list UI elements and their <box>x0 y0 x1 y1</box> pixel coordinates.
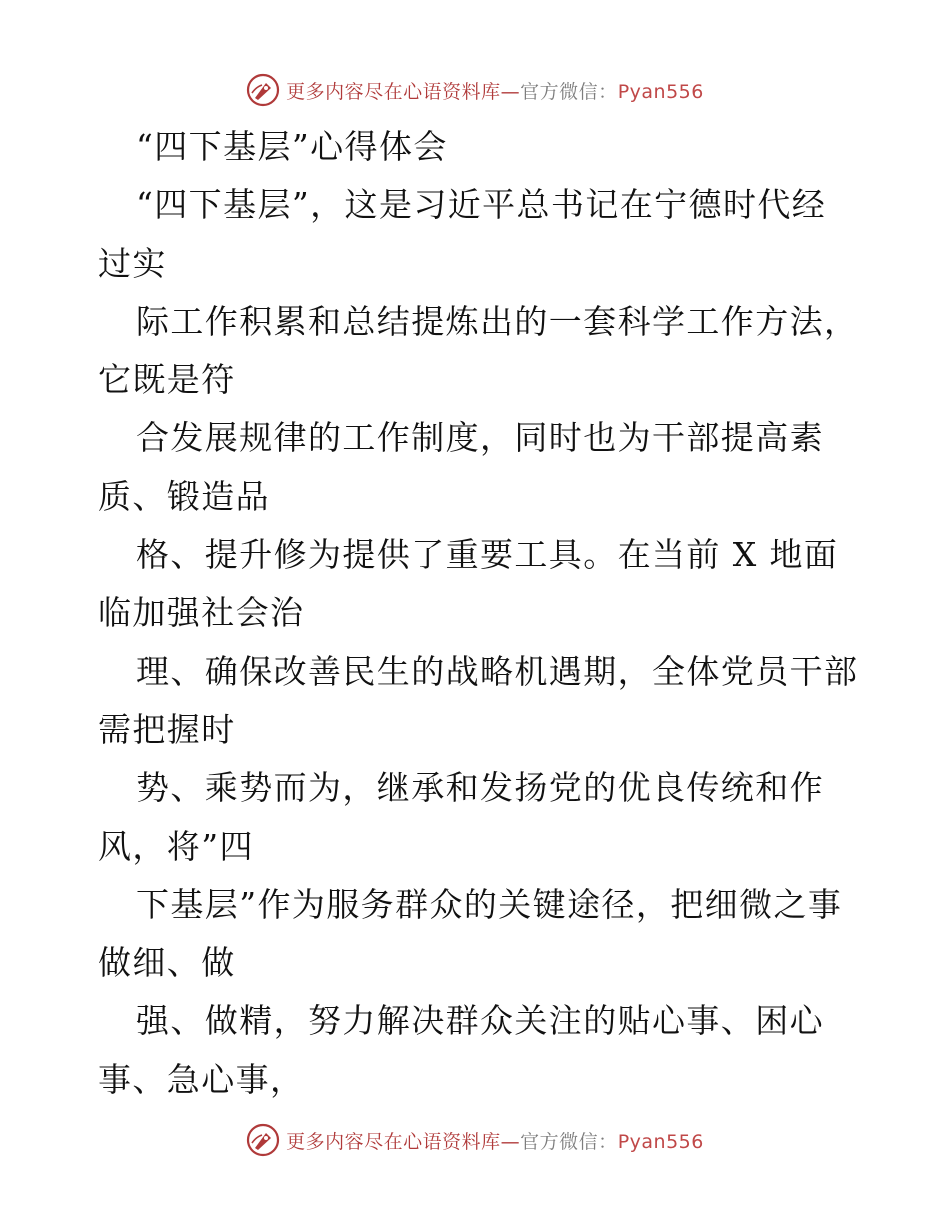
body-line: 合发展规律的工作制度，同时也为干部提高素 <box>136 418 824 458</box>
banner-main-text: 更多内容尽在心语资料库 <box>286 1130 501 1153</box>
pen-nib-logo-icon <box>246 73 280 107</box>
body-line: 临加强社会治 <box>98 593 305 633</box>
body-line: 风，将”四 <box>98 826 254 866</box>
document-title: “四下基层”心得体会 <box>136 127 448 166</box>
document-body <box>98 118 858 1109</box>
banner-sub-label: 官方微信： <box>520 80 618 103</box>
body-line: 格、提升修为提供了重要工具。在当前 X 地面 <box>136 535 839 575</box>
banner-text <box>286 77 704 104</box>
banner-sub-label: 官方微信： <box>520 1130 618 1153</box>
body-line: 际工作积累和总结提炼出的一套科学工作方法， <box>136 301 859 341</box>
body-line: 过实 <box>98 243 167 283</box>
body-line: 势、乘势而为，继承和发扬党的优良传统和作 <box>136 768 824 808</box>
body-line: 质、锻造品 <box>98 476 270 516</box>
header-banner <box>0 68 950 112</box>
banner-wechat-id: Pyan556 <box>617 80 704 103</box>
body-line: 事、急心事， <box>98 1059 305 1099</box>
body-line: 强、做精，努力解决群众关注的贴心事、困心 <box>136 1001 824 1041</box>
pen-nib-logo-icon <box>246 1123 280 1157</box>
body-line: “四下基层”，这是习近平总书记在宁德时代经 <box>136 185 827 225</box>
banner-separator: — <box>500 80 521 103</box>
body-line: 做细、做 <box>98 943 236 983</box>
banner-text <box>286 1127 704 1154</box>
banner-wechat-id: Pyan556 <box>617 1130 704 1153</box>
body-line: 它既是符 <box>98 360 236 400</box>
banner-separator: — <box>500 1130 521 1153</box>
body-line: 需把握时 <box>98 709 236 749</box>
banner-main-text: 更多内容尽在心语资料库 <box>286 80 501 103</box>
body-line: 理、确保改善民生的战略机遇期，全体党员干部 <box>136 651 859 691</box>
footer-banner <box>0 1118 950 1162</box>
body-line: 下基层”作为服务群众的关键途径，把细微之事 <box>136 884 843 924</box>
